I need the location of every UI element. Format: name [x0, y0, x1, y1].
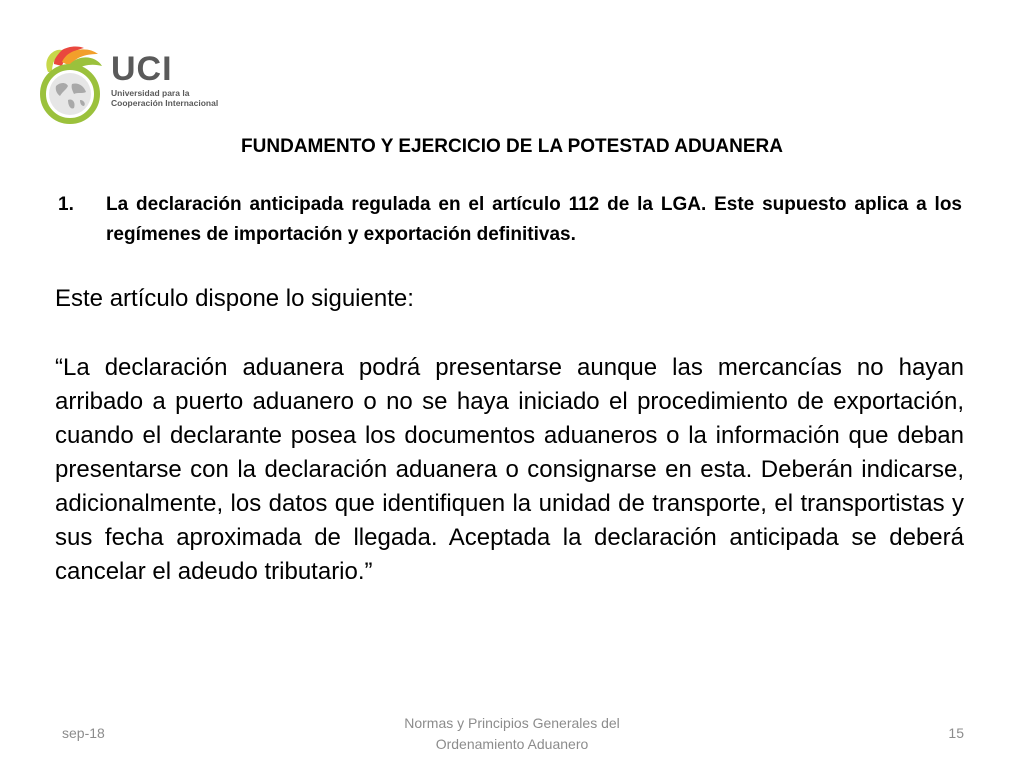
footer-date: sep-18 [62, 725, 105, 741]
slide-title: FUNDAMENTO Y EJERCICIO DE LA POTESTAD ADUANERA [241, 136, 783, 157]
item-number: 1. [58, 194, 74, 215]
page-number: 15 [948, 725, 964, 741]
quote-paragraph: “La declaración aduanera podrá presentarse aunque las mercancías no hayan arribado a puerto aduanero o no se haya iniciado el procedimiento de exportación, cuando el declarante posea los documentos aduaneros o la información que deban presentarse con la declaración aduanera o consignarse en esta. Deberán indicarse, adicionalmente, los datos que identifiquen la unidad de transporte, el transportistas y sus fecha aproximada de llegada. Aceptada la declaración anticipada se deberá cancelar el adeudo tributario.” [55, 354, 964, 585]
item-text: La declaración anticipada regulada en el artículo 112 de la LGA. Este supuesto aplica a los regímenes de importación y exportación definitivas. [106, 194, 962, 245]
footer-title [362, 713, 662, 755]
uci-logo [40, 42, 230, 132]
logo-subtitle-line1: Universidad para la [111, 88, 190, 98]
lead-text: Este artículo dispone lo siguiente: [55, 285, 414, 312]
footer-title-line2: Ordenamiento Aduanero [435, 736, 589, 752]
globe-icon [40, 42, 110, 132]
logo-subtitle-line2: Cooperación Internacional [111, 98, 219, 108]
logo-abbreviation: UCI [111, 50, 173, 88]
numbered-item [58, 190, 962, 250]
footer-title-line1: Normas y Principios Generales del [404, 715, 620, 731]
